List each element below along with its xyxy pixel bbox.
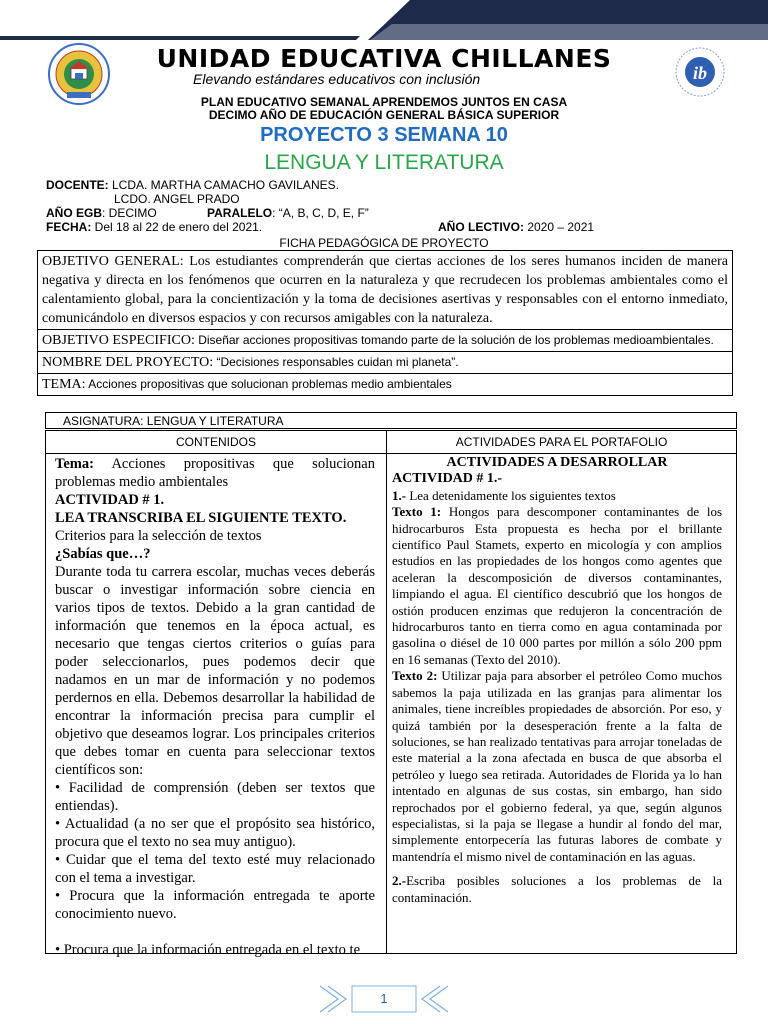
- page-number: 1: [380, 991, 388, 1006]
- docente-label: DOCENTE:: [46, 178, 109, 192]
- objetivo-especifico-text: Diseñar acciones propositivas tomando parte de la solución de los problemas medioambientales.: [194, 333, 714, 347]
- left-bullet-3: • Cuidar que el tema del texto esté muy relacionado con el tema a investigar.: [55, 852, 375, 886]
- subject-title: LENGUA Y LITERATURA: [264, 151, 504, 174]
- step2-label: 2.-: [392, 873, 407, 889]
- left-sabias: ¿Sabías que…?: [55, 546, 151, 562]
- tema-row: [38, 374, 732, 395]
- docente-2: LCDO. ANGEL PRADO: [114, 192, 240, 206]
- step2-text: Escriba posibles soluciones a los problemas de la contaminación.: [392, 873, 722, 905]
- objetivo-especifico-row: [38, 330, 732, 352]
- paralelo-value: : “A, B, C, D, E, F”: [272, 206, 369, 220]
- step1-label: 1.-: [392, 487, 407, 503]
- nombre-proyecto-label: NOMBRE DEL PROYECTO:: [42, 355, 214, 370]
- paralelo-line: [207, 206, 369, 220]
- step2-paragraph: [392, 873, 722, 906]
- actividades-column: [392, 455, 722, 906]
- tema-paragraph: [55, 455, 375, 491]
- contenidos-column: [55, 455, 375, 959]
- texto2-text: Utilizar paja para absorber el petróleo Como muchos sabemos la paja utilizada en las granjas para alimentar los animales, tiene increíbles propiedades de absorción. Por eso, y quizá también por la desesperación frente a la falta de soluciones, se han realizado tentativas para arrojar toneladas de este material a la zona afectada en busca de que absorba el petróleo y luego sea retirada. Autoridades de Florida ya lo han intentado en algunas de sus costas, sin embargo, han sido reprochados por el gobierno federal, ya que, según algunos especialistas, si la paja se llegase a hundir al fondo del mar, simplemente entorpecería las futuras labores de combate y mantendría el mismo nivel de contaminación en las aguas.: [392, 668, 723, 864]
- plan-title-line1: PLAN EDUCATIVO SEMANAL APRENDEMOS JUNTOS EN CASA: [200, 95, 568, 109]
- lectivo-line: [438, 220, 594, 234]
- objectives-box: [37, 250, 733, 396]
- docente-1: LCDA. MARTHA CAMACHO GAVILANES.: [108, 178, 339, 192]
- left-tema-label: Tema:: [55, 456, 94, 472]
- fecha-label: FECHA:: [46, 220, 92, 234]
- texto1-label: Texto 1:: [392, 504, 442, 520]
- left-bullet-5: • Procura que la información entregada en el texto te: [55, 942, 361, 958]
- texto2-label: Texto 2:: [392, 668, 438, 684]
- texto1-text: Hongos para descomponer contaminantes de los hidrocarburos Esta propuesta es hecha por el brillante científico Paul Stamets, experto en micología y con amplios estudios en las propiedades de los hongos como agentes que aceleran la descomposición de diversos contaminantes, limpiando el agua. El científico descubrió que los hongos de ostión producen enzimas que redujeron la concentración de hidrocarburos tanto en tierra como en agua contaminada por gasolina o diésel de 10 000 partes por millón a sólo 200 ppm en 16 semanas (Texto del 2010).: [392, 504, 723, 667]
- right-title: ACTIVIDADES A DESARROLLAR: [446, 455, 668, 470]
- lectivo-label: AÑO LECTIVO:: [438, 220, 524, 234]
- ficha-title: FICHA PEDAGÓGICA DE PROYECTO: [279, 236, 489, 250]
- left-bullet-2: • Actualidad (a no ser que el propósito sea histórico, procura que el texto no sea muy antiguo).: [55, 816, 375, 850]
- texto1-paragraph: [392, 504, 722, 668]
- objetivo-general-label: OBJETIVO GENERAL:: [42, 254, 184, 269]
- column-divider: [386, 431, 387, 953]
- header-banner: [0, 0, 768, 40]
- asignatura-row: ASIGNATURA: LENGUA Y LITERATURA: [45, 412, 737, 429]
- col-header-contenidos: CONTENIDOS: [46, 431, 386, 454]
- objetivo-general-row: [38, 251, 732, 330]
- egb-label: AÑO EGB: [46, 206, 103, 220]
- lectivo-value: 2020 – 2021: [524, 220, 595, 234]
- objetivo-especifico-label: OBJETIVO ESPECIFICO:: [42, 333, 195, 348]
- step1-paragraph: [392, 488, 722, 504]
- left-criterios: Criterios para la selección de textos: [55, 528, 262, 544]
- fecha-line: [46, 220, 262, 234]
- project-title: PROYECTO 3 SEMANA 10: [260, 124, 508, 146]
- texto2-paragraph: [392, 668, 722, 865]
- egb-line: [46, 206, 157, 220]
- school-name: UNIDAD EDUCATIVA CHILLANES: [156, 44, 612, 73]
- nombre-proyecto-text: “Decisiones responsables cuidan mi planeta”.: [213, 355, 459, 369]
- left-parrafo: Durante toda tu carrera escolar, muchas veces deberás buscar o investigar información sobre ciencia en varios tipos de textos. Debido a la gran cantidad de información que tenemos en la época actual, es necesario que tengas ciertos criterios o guías para poder seleccionarlos, pues podemos decir que nadamos en un mar de información y no podemos perdernos en ella. Debemos desarrollar la habilidad de encontrar la información precisa para cumplir el objetivo que deseamos lograr. Los principales criterios que debes tomar en cuenta para seleccionar textos científicos son:: [55, 564, 375, 778]
- school-slogan: Elevando estándares educativos con inclusión: [193, 71, 481, 87]
- svg-text:ib: ib: [692, 63, 708, 83]
- content-table: [45, 430, 737, 958]
- tema-text: Acciones propositivas que solucionan problemas medio ambientales: [85, 377, 452, 391]
- col-header-actividades: ACTIVIDADES PARA EL PORTAFOLIO: [387, 431, 736, 454]
- page-number-badge: [318, 982, 450, 1016]
- left-actividad: ACTIVIDAD # 1.: [55, 492, 165, 508]
- plan-title-line2: DECIMO AÑO DE EDUCACIÓN GENERAL BÁSICA SUPERIOR: [208, 108, 560, 122]
- paralelo-label: PARALELO: [207, 206, 273, 220]
- nombre-proyecto-row: [38, 352, 732, 374]
- tema-label: TEMA:: [42, 377, 86, 392]
- step1-text: Lea detenidamente los siguientes textos: [406, 487, 616, 503]
- left-tema-text: Acciones propositivas que solucionan problemas medio ambientales: [55, 456, 375, 490]
- docente-line: [46, 178, 339, 192]
- egb-value: : DECIMO: [102, 206, 157, 220]
- objetivo-general-text: Los estudiantes comprenderán que ciertas acciones de los seres humanos inciden de manera negativa y directa en los fenómenos que ocurren en la naturaleza y que recrudecen los problemas ambientales como el calentamiento global, para la concientización y la toma de decisiones asertivas y responsables con el entorno inmediato, comunicándolo en diversos espacios y con recursos amigables con la naturaleza.: [42, 254, 728, 326]
- fecha-value: Del 18 al 22 de enero del 2021.: [91, 220, 263, 234]
- left-bullet-4: • Procura que la información entregada te aporte conocimiento nuevo.: [55, 888, 375, 922]
- right-actividad: ACTIVIDAD # 1.-: [392, 471, 503, 487]
- left-instruccion: LEA TRANSCRIBA EL SIGUIENTE TEXTO.: [55, 510, 347, 526]
- left-bullet-1: • Facilidad de comprensión (deben ser textos que entiendas).: [55, 780, 375, 814]
